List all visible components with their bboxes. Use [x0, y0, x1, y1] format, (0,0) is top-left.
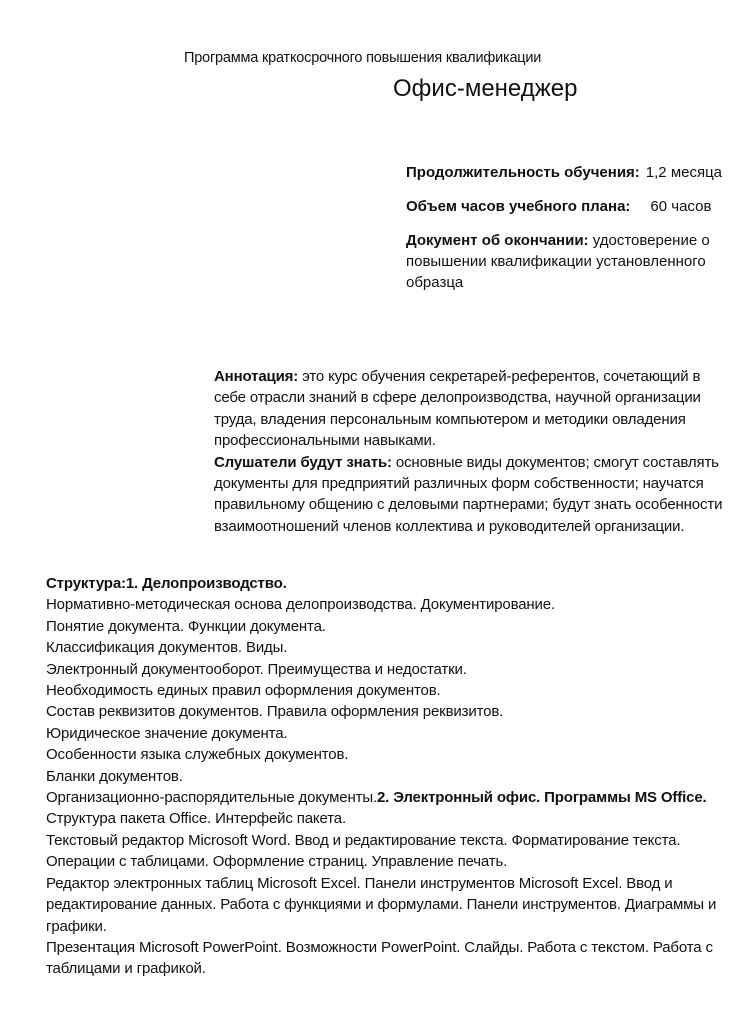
section-2-title: 2. Электронный офис. Программы MS Office.: [376, 789, 707, 807]
list-item: Текстовый редактор Microsoft Word. Ввод и редактирование текста. Форматирование текста.: [46, 831, 681, 849]
annotation-block: [214, 366, 734, 537]
structure-heading: [46, 573, 738, 594]
list-item: Редактор электронных таблиц Microsoft Excel. Панели инструментов Microsoft Excel. Ввод и редактирование данных. Работа с функциями и формулами. Панели инструментов. Диаграммы и графики.: [46, 874, 717, 935]
list-item: Классификация документов. Виды.: [46, 639, 288, 657]
listeners-text: основные виды документов; смогут составлять документы для предприятий различных форм собственности; научатся правильному общению с деловыми партнерами; будут знать особенности взаимоотношений членов коллектива и руководителей организации.: [214, 453, 723, 535]
document-label: Документ об окончании:: [406, 232, 589, 249]
document-value: удостоверение о повышении квалификации установленного образца: [406, 232, 710, 291]
page-title: Офис-менеджер: [393, 75, 578, 102]
annotation-text: это курс обучения секретарей-референтов, сочетающий в себе отрасли знаний в сфере делопроизводства, научной организации труда, владения персональным компьютером и методики овладения профессиональными навыками.: [214, 368, 701, 450]
duration-label: Продолжительность обучения:: [406, 164, 640, 181]
list-item: Организационно-распорядительные документы.: [46, 789, 377, 807]
list-item: Особенности языка служебных документов.: [46, 746, 349, 764]
list-item: Необходимость единых правил оформления документов.: [46, 682, 441, 700]
course-info: [406, 162, 736, 306]
listeners-label: Слушатели будут знать:: [214, 453, 392, 471]
structure-label: Структура:: [46, 575, 126, 592]
list-item: Презентация Microsoft PowerPoint. Возможности PowerPoint. Слайды. Работа с текстом. Работа с таблицами и графикой.: [46, 938, 713, 978]
list-item: Структура пакета Office. Интерфейс пакета.: [46, 810, 346, 828]
hours-row: [406, 196, 736, 217]
list-item: Понятие документа. Функции документа.: [46, 617, 326, 635]
hours-value: 60 часов: [650, 198, 712, 215]
list-item: Состав реквизитов документов. Правила оформления реквизитов.: [46, 703, 504, 721]
list-item: Бланки документов.: [46, 767, 183, 785]
listeners-paragraph: [214, 452, 734, 538]
duration-row: [406, 162, 736, 183]
annotation-paragraph: [214, 366, 734, 452]
hours-label: Объем часов учебного плана:: [406, 198, 631, 215]
annotation-label: Аннотация:: [214, 368, 299, 385]
section-transition: [46, 787, 738, 808]
section-1-title: 1. Делопроизводство.: [125, 575, 287, 592]
program-subtitle: Программа краткосрочного повышения квалификации: [184, 50, 542, 66]
document-row: [406, 230, 736, 293]
structure-block: [46, 573, 738, 980]
list-item: Электронный документооборот. Преимущества и недостатки.: [46, 660, 467, 678]
duration-value: 1,2 месяца: [645, 164, 723, 181]
list-item: Операции с таблицами. Оформление страниц. Управление печать.: [46, 853, 508, 871]
list-item: Юридическое значение документа.: [46, 724, 288, 742]
list-item: Нормативно-методическая основа делопроизводства. Документирование.: [46, 596, 555, 614]
